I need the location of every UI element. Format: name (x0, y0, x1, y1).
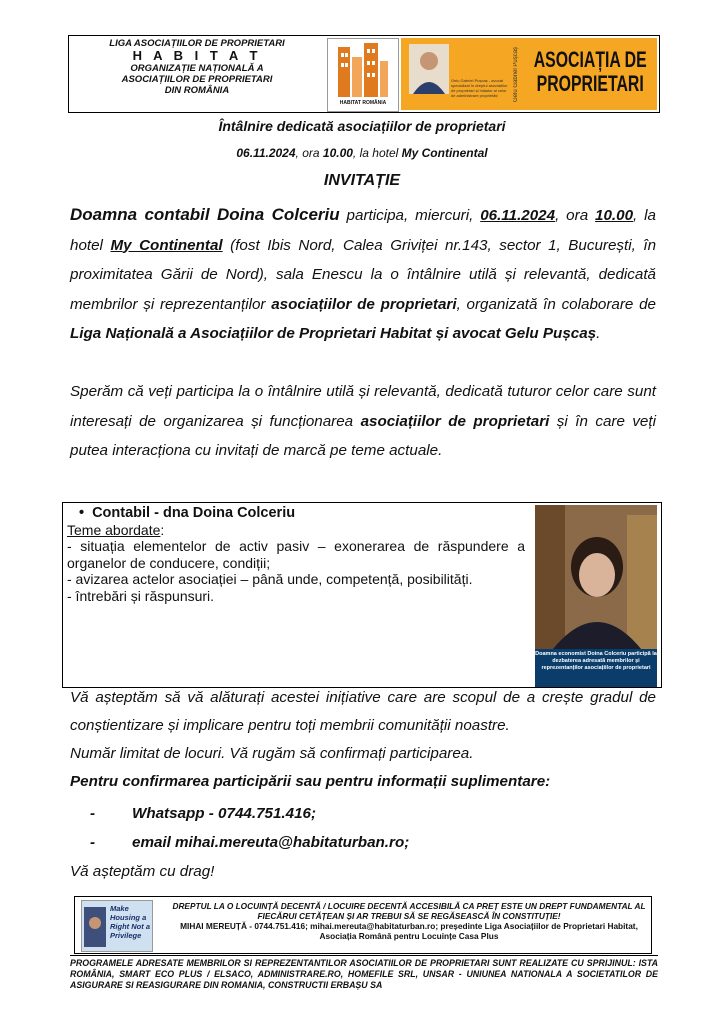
whatsapp-line (70, 800, 656, 828)
logo-caption: HABITAT ROMÂNIA (339, 100, 387, 106)
person-icon (409, 44, 449, 94)
topic-2: - avizarea actelor asociației – până unde, competență, posibilități. (67, 571, 473, 587)
closing-3: Pentru confirmarea participării sau pentru informații suplimentare: (70, 773, 551, 790)
footer-text-1: DREPTUL LA O LOCUINȚĂ DECENTĂ / LOCUIRE DECENTĂ ACCESIBILĂ CA PREȚ ESTE UN DREPT FUNDAMENTAL AL FIECĂRUI CETĂȚEAN ȘI AR TREBUI SĂ SE REGĂSEASCĂ ÎN CONSTITUȚIE! (172, 901, 646, 921)
whatsapp-contact[interactable]: Whatsapp - 0744.751.416; (132, 805, 317, 822)
p1-hotel: My Continental (110, 236, 223, 254)
header-box (68, 35, 660, 113)
p1-h: Liga Națională a Asociațiilor de Proprietari Habitat și avocat Gelu Pușcaș (70, 325, 597, 342)
org-line-4: ASOCIAȚIILOR DE PROPRIETARI (121, 74, 273, 85)
speaker-box (62, 502, 662, 688)
meeting-datetime (0, 146, 724, 160)
speaker-topics (67, 505, 525, 604)
dash-1: - (90, 805, 96, 822)
housing-slogan: Make Housing a Right Not a Privilege (110, 904, 150, 940)
speaker-name: Doamna contabil Doina Colceriu (70, 205, 340, 224)
footer-text (171, 901, 647, 941)
topics-label-text: Teme abordate (67, 521, 161, 538)
p1-e: (fost Ibis Nord, Calea Griviței nr.143, sector 1, București, în proximitatea Gării de Nord), sala Enescu la o întâlnire utilă și relevantă, dedicată membrilor și reprezentanților (70, 236, 657, 313)
speaker-bullet-text: Contabil - dna Doina Colceriu (92, 505, 296, 521)
email-contact[interactable]: email mihai.mereuta@habitaturban.ro; (132, 834, 410, 851)
closing-1: Vă așteptăm să vă alăturați acestei inițiative care are scopul de a crește gradul de conștientizare și implicare pentru toți membrii comunității noastre. (70, 689, 656, 734)
p1-c: , ora (555, 207, 596, 224)
bullet-icon: • (79, 505, 85, 521)
speaker-photo (535, 505, 657, 685)
p1-d: , la hotel (70, 207, 656, 254)
meeting-date: 06.11.2024 (236, 146, 296, 160)
intro-paragraph (70, 200, 656, 349)
time-sep: , ora (295, 146, 323, 160)
hope-paragraph (70, 377, 656, 466)
org-line-1: LIGA ASOCIAȚIILOR DE PROPRIETARI (109, 38, 285, 49)
housing-right-image (81, 900, 153, 952)
email-line (70, 829, 656, 857)
vertical-name: Gelu Gabriel Pușcaș (513, 46, 519, 102)
org-line-2: H A B I T A T (132, 48, 262, 63)
dash-2: - (90, 834, 96, 851)
sponsors-text: PROGRAMELE ADRESATE MEMBRILOR SI REPREZENTANTILOR ASOCIATIILOR DE PROPRIETARI SUNT REALIZATE CU SPRIJINUL: ISTA ROMÂNIA, SMART ECO PLUS / ELSACO, ADMINISTRARE.RO, HOMEFILE SRL, UNSAR - UNIUNEA NATIONALA A SOCIETATILOR DE ASIGURARE SI REASIGURARE DIN ROMANIA, CONSTRUCTII ERBAȘU SA (70, 955, 658, 991)
photo-caption: Doamna economist Doina Colceriu participă la dezbaterea adresată membrilor și reprezentanților asociațiilor de proprietari (535, 649, 657, 687)
topics-colon: : (160, 521, 165, 538)
asociatia-title: ASOCIAȚIA DE PROPRIETARI (533, 47, 647, 96)
footer-text-2: MIHAI MEREUȚĂ - 0744.751.416; mihai.mereuta@habitaturban.ro; președinte Liga Asociațiilor de Proprietari Habitat, Asociația Română pentru Locuințe Casa Plus (180, 921, 638, 941)
p1-g: , organizată în colaborare de (456, 295, 656, 313)
topic-1: - situația elementelor de activ pasiv – exonerarea de răspundere a organelor de conducere, condiții; (67, 538, 525, 571)
org-line-3: ORGANIZAȚIE NAȚIONALĂ A (130, 63, 264, 74)
closing-4: Vă așteptăm cu drag! (70, 863, 215, 880)
p2-c: și în care veți putea interacționa cu invitați de marcă pe teme actuale. (70, 412, 656, 459)
speaker-bullet (67, 505, 525, 522)
p1-date: 06.11.2024 (480, 207, 556, 224)
p1-b: participa, miercuri, (339, 207, 481, 224)
p1-f: asociațiilor de proprietari (271, 295, 457, 313)
lawyer-tiny-text: Gelu Gabriel Pușcaș - avocat specializat în dreptul asociațiilor de proprietari și inițiator al celor de administrare proprietăți (451, 78, 508, 98)
org-line-5: DIN ROMÂNIA (164, 85, 230, 96)
venue-pre: , la hotel (352, 146, 402, 160)
habitat-logo (327, 38, 399, 112)
org-name (69, 36, 325, 112)
portrait-icon (535, 505, 657, 649)
p2-b: asociațiilor de proprietari (360, 412, 550, 430)
p2-a: Sperăm că veți participa la o întâlnire utilă și relevantă, dedicată tuturor celor care sunt interesați de organizarea și funcționarea (70, 383, 656, 430)
meeting-venue: My Continental (401, 146, 488, 160)
meeting-title: Întâlnire dedicată asociațiilor de proprietari (218, 118, 506, 134)
p1-i: . (596, 325, 601, 342)
topic-3: - întrebări și răspunsuri. (67, 587, 215, 604)
lawyer-photo (409, 44, 449, 94)
lawyer-banner (401, 38, 657, 110)
p1-time: 10.00 (595, 207, 634, 224)
topics-label (67, 522, 525, 539)
footer-box (74, 896, 652, 954)
invitation-heading: INVITAȚIE (323, 172, 401, 189)
meeting-time: 10.00 (322, 146, 353, 160)
closing-2: Număr limitat de locuri. Vă rugăm să confirmați participarea. (70, 745, 474, 762)
